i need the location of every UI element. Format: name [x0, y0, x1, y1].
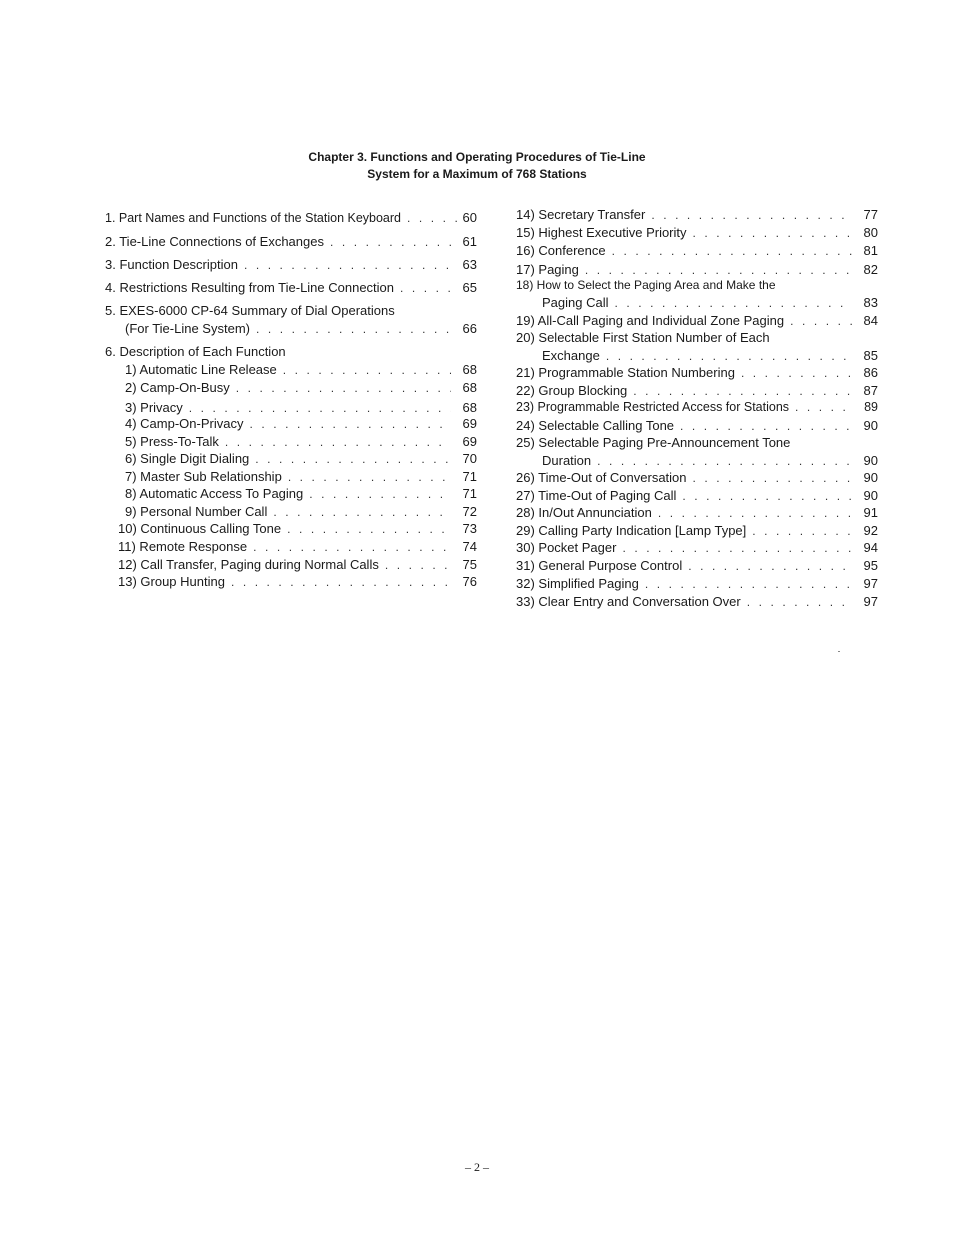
leader-dots: [682, 488, 852, 505]
toc-entry: [516, 434, 878, 451]
toc-entry-label: 6) Single Digit Dialing: [125, 450, 255, 467]
leader-dots: [693, 470, 852, 487]
leader-dots: [658, 505, 852, 522]
toc-entry-page: 92: [863, 523, 878, 538]
toc-entry-page: 97: [863, 576, 878, 591]
toc-entry-page: 80: [863, 225, 878, 240]
toc-entry-label: 3. Function Description: [105, 256, 244, 273]
toc-entry: [516, 294, 878, 311]
leader-dots: [651, 207, 852, 224]
toc-entry: [516, 312, 878, 329]
toc-entry: [105, 379, 477, 396]
toc-entry: [516, 452, 878, 469]
leader-dots: [283, 362, 451, 379]
toc-entry-page: 71: [462, 486, 477, 501]
leader-dots: [622, 540, 852, 557]
leader-dots: [597, 453, 852, 470]
toc-entry-label: 29) Calling Party Indication [Lamp Type]: [516, 522, 752, 539]
leader-dots: [612, 243, 852, 260]
toc-entry-label: 9) Personal Number Call: [125, 503, 273, 520]
toc-entry: [105, 520, 477, 537]
leader-dots: [790, 313, 852, 330]
chapter-title-line-1: Chapter 3. Functions and Operating Procedures of Tie-Line: [308, 150, 646, 164]
leader-dots: [680, 418, 852, 435]
toc-entry-page: 66: [462, 321, 477, 336]
toc-entry-label: 25) Selectable Paging Pre-Announcement Tone: [516, 435, 791, 450]
toc-entry-page: 72: [462, 504, 477, 519]
toc-entry: [516, 522, 878, 539]
toc-entry-label: 22) Group Blocking: [516, 382, 633, 399]
toc-entry: [516, 206, 878, 223]
toc-entry-label: Paging Call: [542, 294, 615, 311]
toc-entry-label: 7) Master Sub Relationship: [125, 468, 288, 485]
toc-entry: [516, 504, 878, 521]
toc-entry-page: 90: [863, 453, 878, 468]
leader-dots: [309, 486, 451, 503]
toc-entry-label: 33) Clear Entry and Conversation Over: [516, 593, 747, 610]
toc-entry: [105, 503, 477, 520]
leader-dots: [231, 574, 451, 591]
toc-entry: [516, 364, 878, 381]
toc-entry-label: Duration: [542, 452, 597, 469]
leader-dots: [288, 469, 451, 486]
leader-dots: [407, 210, 459, 227]
leader-dots: [633, 383, 852, 400]
leader-dots: [255, 451, 451, 468]
toc-entry-label: 12) Call Transfer, Paging during Normal Calls: [118, 556, 385, 573]
toc-entry-page: 95: [863, 558, 878, 573]
toc-entry-label: 16) Conference: [516, 242, 612, 259]
scan-speck: [838, 651, 840, 652]
toc-entry-label: 4) Camp-On-Privacy: [125, 415, 249, 432]
leader-dots: [752, 523, 852, 540]
toc-entry-page: 73: [462, 521, 477, 536]
toc-entry: [516, 277, 878, 294]
toc-entry: [516, 382, 878, 399]
toc-entry: [105, 209, 477, 226]
toc-entry-page: 91: [863, 505, 878, 520]
leader-dots: [693, 225, 852, 242]
toc-entry: [516, 347, 878, 364]
toc-entry: [516, 399, 878, 416]
toc-entry-page: 77: [863, 207, 878, 222]
toc-entry-page: 86: [863, 365, 878, 380]
toc-entry-page: 82: [863, 262, 878, 277]
toc-entry-page: 90: [863, 488, 878, 503]
toc-entry-label: 24) Selectable Calling Tone: [516, 417, 680, 434]
leader-dots: [741, 365, 852, 382]
leader-dots: [256, 321, 451, 338]
toc-entry-label: 17) Paging: [516, 261, 585, 278]
toc-entry: [105, 302, 477, 319]
toc-entry: [105, 485, 477, 502]
toc-entry-label: 15) Highest Executive Priority: [516, 224, 693, 241]
toc-entry: [516, 593, 878, 610]
leader-dots: [236, 380, 451, 397]
leader-dots: [244, 257, 451, 274]
toc-entry-label: 32) Simplified Paging: [516, 575, 645, 592]
toc-entry-label: 28) In/Out Annunciation: [516, 504, 658, 521]
toc-entry: [516, 539, 878, 556]
toc-entry: [516, 575, 878, 592]
toc-entry-page: 87: [863, 383, 878, 398]
toc-entry-label: 5) Press-To-Talk: [125, 433, 225, 450]
chapter-heading: [0, 149, 954, 183]
toc-entry-label: 3) Privacy: [125, 399, 189, 416]
toc-entry-label: 18) How to Select the Paging Area and Make the: [516, 278, 776, 292]
toc-entry: [105, 361, 477, 378]
toc-entry-page: 70: [462, 451, 477, 466]
page-number: – 2 –: [465, 1160, 489, 1174]
toc-entry: [516, 469, 878, 486]
toc-entry-page: 68: [462, 362, 477, 377]
toc-entry: [105, 320, 477, 337]
toc-entry-page: 61: [462, 234, 477, 249]
toc-entry: [105, 233, 477, 250]
toc-entry: [105, 433, 477, 450]
leader-dots: [385, 557, 451, 574]
leader-dots: [225, 434, 451, 451]
toc-entry: [105, 279, 477, 296]
toc-entry-label: 14) Secretary Transfer: [516, 206, 651, 223]
toc-entry-page: 69: [462, 416, 477, 431]
leader-dots: [400, 280, 451, 297]
toc-entry-page: 68: [462, 380, 477, 395]
toc-entry: [516, 224, 878, 241]
toc-entry-page: 71: [462, 469, 477, 484]
toc-entry: [105, 343, 477, 360]
toc-entry: [105, 468, 477, 485]
leader-dots: [287, 521, 451, 538]
toc-entry-page: 68: [462, 400, 477, 415]
toc-entry-label: 2. Tie-Line Connections of Exchanges: [105, 233, 330, 250]
toc-entry-label: 2) Camp-On-Busy: [125, 379, 236, 396]
toc-entry-label: 23) Programmable Restricted Access for Stations: [516, 399, 795, 416]
toc-entry-page: 83: [863, 295, 878, 310]
toc-entry: [105, 450, 477, 467]
toc-entry-page: 76: [462, 574, 477, 589]
toc-entry-page: 74: [462, 539, 477, 554]
toc-entry-page: 94: [863, 540, 878, 555]
toc-entry-label: 5. EXES-6000 CP-64 Summary of Dial Operations: [105, 303, 395, 318]
toc-entry-label: 13) Group Hunting: [118, 573, 231, 590]
leader-dots: [688, 558, 852, 575]
toc-entry-label: 26) Time-Out of Conversation: [516, 469, 693, 486]
toc-entry: [516, 261, 878, 278]
toc-entry-label: (For Tie-Line System): [125, 320, 256, 337]
toc-entry-label: 20) Selectable First Station Number of Each: [516, 330, 770, 345]
toc-entry-label: 8) Automatic Access To Paging: [125, 485, 309, 502]
toc-entry-label: 6. Description of Each Function: [105, 344, 286, 359]
toc-entry-page: 89: [864, 400, 878, 414]
toc-entry: [105, 538, 477, 555]
toc-entry-page: 85: [863, 348, 878, 363]
leader-dots: [253, 539, 451, 556]
leader-dots: [606, 348, 852, 365]
toc-entry-label: 31) General Purpose Control: [516, 557, 688, 574]
toc-entry-page: 75: [462, 557, 477, 572]
toc-entry: [105, 399, 477, 416]
toc-entry-label: 10) Continuous Calling Tone: [118, 520, 287, 537]
toc-entry-page: 90: [863, 470, 878, 485]
toc-entry-label: 19) All-Call Paging and Individual Zone Paging: [516, 312, 790, 329]
toc-entry-label: 1. Part Names and Functions of the Station Keyboard: [105, 210, 407, 227]
toc-entry-page: 97: [863, 594, 878, 609]
toc-entry: [516, 557, 878, 574]
toc-entry: [516, 487, 878, 504]
toc-entry-label: 1) Automatic Line Release: [125, 361, 283, 378]
toc-entry: [516, 242, 878, 259]
toc-entry-page: 90: [863, 418, 878, 433]
toc-entry: [105, 256, 477, 273]
toc-entry-page: 60: [462, 210, 477, 225]
toc-entry-page: 63: [462, 257, 477, 272]
toc-entry: [105, 556, 477, 573]
leader-dots: [645, 576, 852, 593]
leader-dots: [273, 504, 451, 521]
chapter-title-line-2: System for a Maximum of 768 Stations: [367, 167, 587, 181]
toc-entry-label: 30) Pocket Pager: [516, 539, 622, 556]
toc-entry-page: 69: [462, 434, 477, 449]
leader-dots: [795, 399, 852, 416]
leader-dots: [615, 295, 853, 312]
toc-entry-label: 27) Time-Out of Paging Call: [516, 487, 682, 504]
leader-dots: [249, 416, 451, 433]
toc-entry: [516, 417, 878, 434]
toc-entry-label: 4. Restrictions Resulting from Tie-Line Connection: [105, 279, 400, 296]
leader-dots: [330, 234, 451, 251]
toc-entry-page: 81: [863, 243, 878, 258]
toc-entry: [105, 415, 477, 432]
toc-entry: [516, 329, 878, 346]
toc-entry: [105, 573, 477, 590]
toc-entry-label: 21) Programmable Station Numbering: [516, 364, 741, 381]
toc-entry-page: 84: [863, 313, 878, 328]
toc-entry-page: 65: [462, 280, 477, 295]
leader-dots: [747, 594, 852, 611]
toc-entry-label: 11) Remote Response: [118, 538, 253, 555]
toc-entry-label: Exchange: [542, 347, 606, 364]
